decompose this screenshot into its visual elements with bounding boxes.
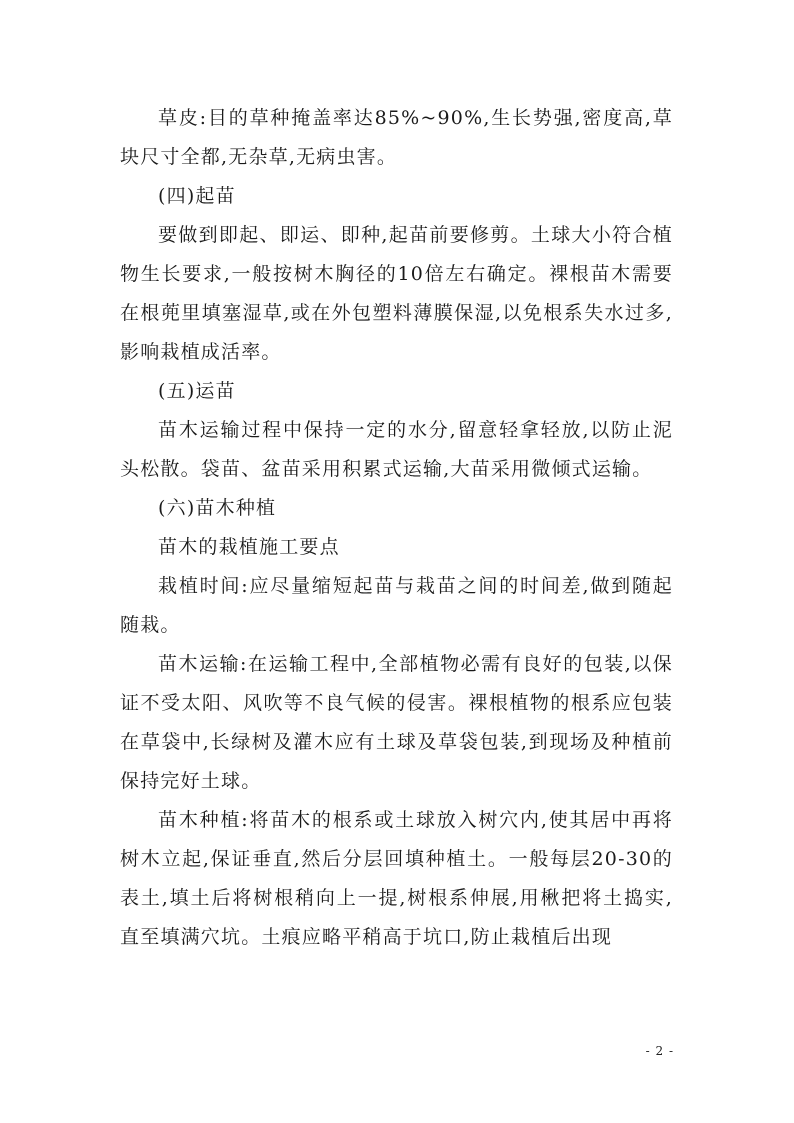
document-page bbox=[120, 99, 673, 957]
page-number: - 2 - bbox=[645, 1044, 674, 1058]
paragraph-transporting-seedlings: 苗木运输过程中保持一定的水分,留意轻拿轻放,以防止泥头松散。袋苗、盆苗采用积累式运输,大苗采用微倾式运输。 bbox=[120, 419, 673, 480]
section-heading-planting-seedlings: (六)苗木种植 bbox=[158, 497, 277, 519]
paragraph-turf: 草皮:目的草种掩盖率达85%~90%,生长势强,密度高,草块尺寸全都,无杂草,无病虫害。 bbox=[120, 107, 673, 168]
paragraph-seedling-transport: 苗木运输:在运输工程中,全部植物必需有良好的包装,以保证不受太阳、风吹等不良气候的侵害。裸根植物的根系应包装在草袋中,长绿树及灌木应有土球及草袋包装,到现场及种植前保持完好土球。 bbox=[120, 653, 673, 792]
section-heading-transporting-seedlings: (五)运苗 bbox=[158, 380, 236, 402]
section-heading-lifting-seedlings: (四)起苗 bbox=[158, 185, 236, 207]
subheading-planting-key-points: 苗木的栽植施工要点 bbox=[158, 536, 340, 558]
paragraph-seedling-planting: 苗木种植:将苗木的根系或土球放入树穴内,使其居中再将树木立起,保证垂直,然后分层回填种植土。一般每层20-30的表土,填土后将树根稍向上一提,树根系伸展,用楸把将土捣实,直至填满穴坑。土痕应略平稍高于坑口,防止栽植后出现 bbox=[120, 809, 673, 948]
paragraph-lifting-seedlings: 要做到即起、即运、即种,起苗前要修剪。土球大小符合植物生长要求,一般按树木胸径的10倍左右确定。裸根苗木需要在根蔸里填塞湿草,或在外包塑料薄膜保湿,以免根系失水过多,影响栽植成活率。 bbox=[120, 224, 673, 363]
paragraph-planting-time: 栽植时间:应尽量缩短起苗与栽苗之间的时间差,做到随起随栽。 bbox=[120, 575, 673, 636]
